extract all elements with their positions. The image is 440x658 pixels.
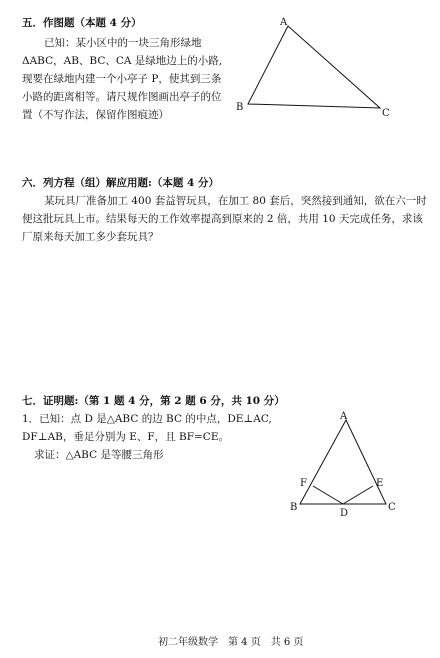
section5-line-4: 小路的距离相等。请尺规作图画出亭子的位 <box>22 91 222 103</box>
section6-line-2: 便这批玩具上市。结果每天的工作效率提高到原来的 2 倍，共用 10 天完成任务，求该 <box>22 213 423 225</box>
label-b: B <box>290 502 298 513</box>
label-f: F <box>300 478 307 489</box>
page-footer: 初二年级数学 第 4 页 共 6 页 <box>158 637 304 648</box>
triangle-abc-figure <box>228 14 408 124</box>
label-e: E <box>376 478 384 489</box>
section6-heading: 六．列方程（组）解应用题:（本题 4 分） <box>22 177 219 189</box>
label-a: A <box>280 17 288 28</box>
isosceles-triangle-figure <box>286 410 406 520</box>
label-d: D <box>340 508 349 519</box>
section5-heading: 五．作图题（本题 4 分） <box>22 17 142 29</box>
label-c: C <box>388 502 396 513</box>
triangle-abc-outline <box>248 26 380 108</box>
section5-line-1: 已知：某小区中的一块三角形绿地 <box>44 37 202 49</box>
section5-line-2: ΔABC，AB、BC、CA 是绿地边上的小路, <box>22 55 223 67</box>
section7-line-1: 1．已知：点 D 是△ABC 的边 BC 的中点，DE⊥AC, <box>22 413 272 425</box>
section5-line-5: 置（不写作法，保留作图痕迹） <box>22 109 169 121</box>
label-c: C <box>382 108 390 119</box>
section7-heading: 七．证明题:（第 1 题 4 分，第 2 题 6 分，共 10 分） <box>22 395 285 407</box>
section6-line-1: 某玩具厂准备加工 400 套益智玩具，在加工 80 套后，突然接到通知，欲在六一时 <box>44 195 427 207</box>
section7-line-3: 求证：△ABC 是等腰三角形 <box>34 449 164 461</box>
section5-line-3: 现要在绿地内建一个小亭子 P，使其到三条 <box>22 73 222 85</box>
section6-line-3: 厂原来每天加工多少套玩具？ <box>22 231 159 243</box>
label-a: A <box>340 411 348 422</box>
section7-line-2: DF⊥AB，垂足分别为 E、F，且 BF=CE。 <box>22 431 230 443</box>
segment-de <box>343 486 373 504</box>
segment-df <box>313 486 343 504</box>
triangle-outline <box>300 420 386 504</box>
label-b: B <box>236 102 244 113</box>
